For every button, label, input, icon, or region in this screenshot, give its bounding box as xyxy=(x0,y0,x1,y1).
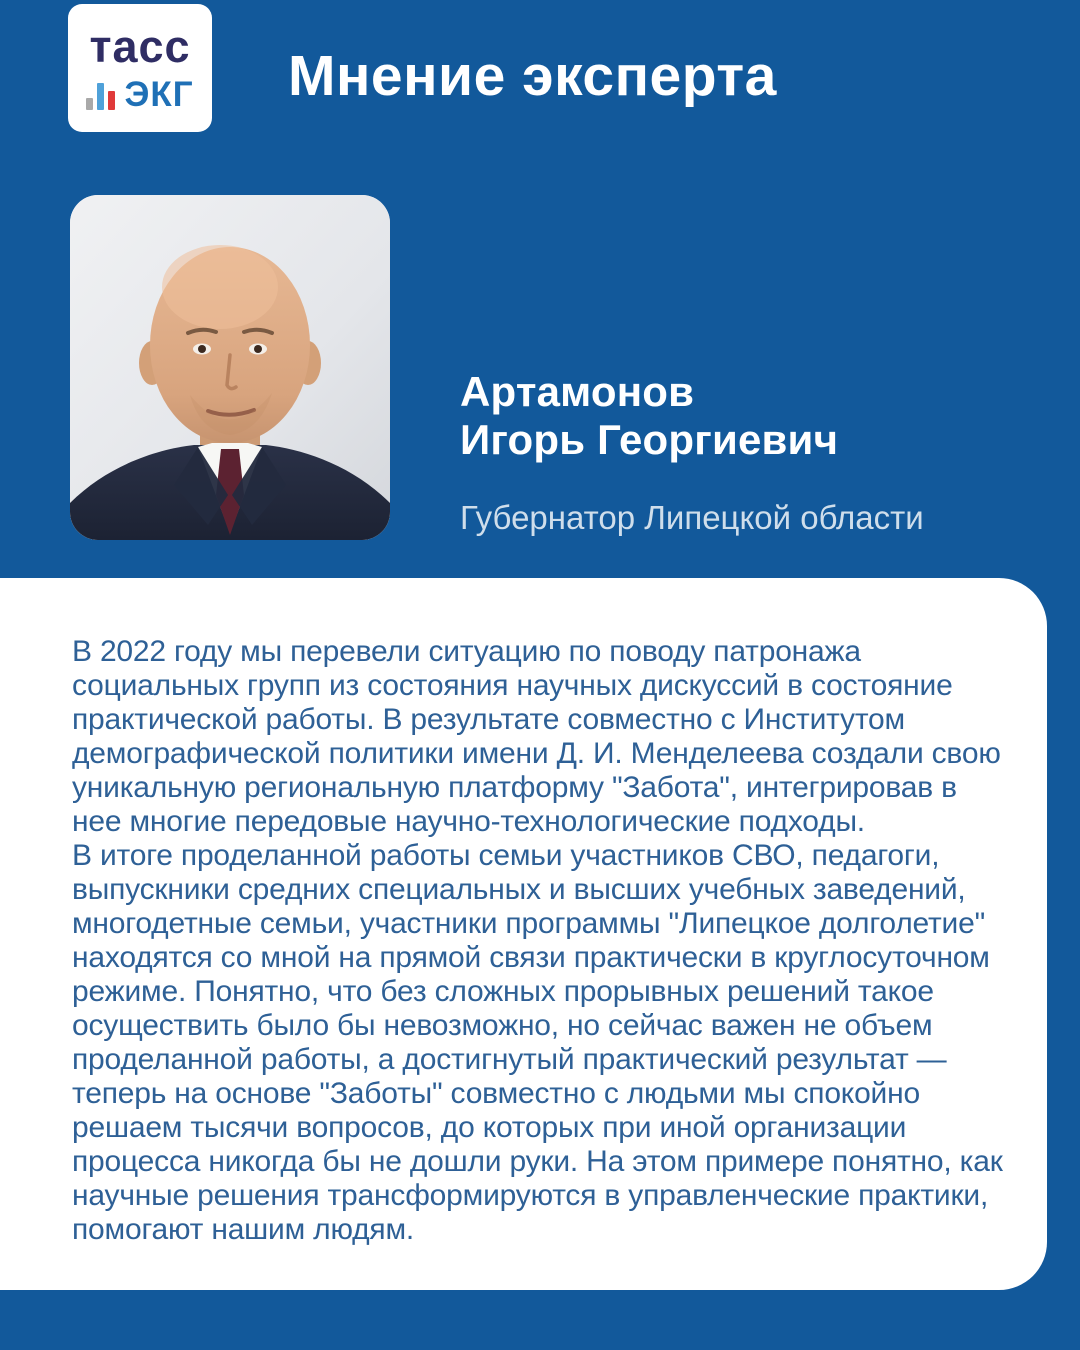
ekg-bars-icon xyxy=(86,83,115,112)
quote-text xyxy=(72,635,1007,1247)
quote-paragraph-2: В итоге проделанной работы семьи участников СВО, педагоги, выпускники средних специальных и высших учебных заведений, многодетные семьи, участники программы "Липецкое долголетие" находятся со мной на прямой связи практически в круглосуточном режиме. Понятно, что без сложных прорывных решений такое осуществить было бы невозможно, но сейчас важен не объем проделанной работы, а достигнутый практический результат — теперь на основе "Заботы" совместно с людьми мы спокойно решаем тысячи вопросов, до которых при иной организации процесса никогда бы не дошли руки. На этом примере понятно, как научные решения трансформируются в управленческие практики, помогают нашим людям. xyxy=(72,839,1003,1246)
page-title: Мнение эксперта xyxy=(288,44,777,108)
person-role: Губернатор Липецкой области xyxy=(460,499,924,536)
ekg-logo-text: ЭКГ xyxy=(124,75,194,114)
brand-logo-plate xyxy=(68,4,212,132)
ekg-logo xyxy=(86,77,193,112)
expert-photo xyxy=(70,195,390,540)
person-first-patronymic: Игорь Георгиевич xyxy=(460,416,839,463)
person-name xyxy=(460,368,924,464)
quote-paragraph-1: В 2022 году мы перевели ситуацию по поводу патронажа социальных групп из состояния научных дискуссий в состояние практической работы. В результате совместно с Институтом демографической политики имени Д. И. Менделеева создали свою уникальную региональную платформу "Забота", интегрировав в нее многие передовые научно-технологические подходы. xyxy=(72,635,1001,838)
quote-card xyxy=(0,578,1047,1290)
expert-portrait-illustration xyxy=(70,195,390,540)
tass-logo: тасс xyxy=(89,21,191,72)
person-block xyxy=(460,368,924,536)
person-last-name: Артамонов xyxy=(460,368,695,415)
